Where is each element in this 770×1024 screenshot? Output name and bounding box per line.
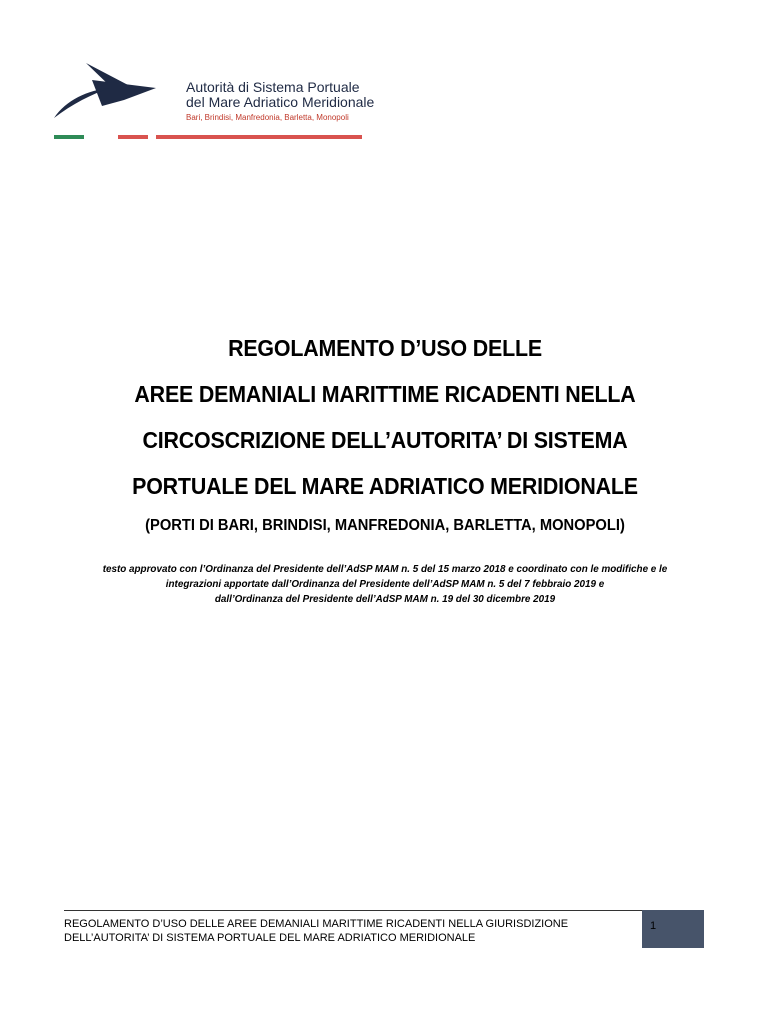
- logo-text: [186, 80, 374, 124]
- note-line1: testo approvato con l’Ordinanza del Presidente dell’AdSP MAM n. 5 del 15 marzo 2018 e coordinato con le modifiche e le: [102, 563, 668, 575]
- title-line2: AREE DEMANIALI MARITTIME RICADENTI NELLA: [134, 381, 636, 407]
- title-line1: REGOLAMENTO D’USO DELLE: [228, 335, 542, 361]
- title-line3: CIRCOSCRIZIONE DELL’AUTORITA’ DI SISTEMA: [142, 427, 628, 453]
- document-subtitle: (PORTI DI BARI, BRINDISI, MANFREDONIA, BARLETTA, MONOPOLI): [145, 517, 625, 534]
- red-underline: [156, 135, 362, 139]
- footer-rule: [64, 910, 642, 911]
- page-number: 1: [650, 920, 657, 932]
- ship-sail-logo-icon: [52, 60, 182, 130]
- logo-ports: Bari, Brindisi, Manfredonia, Barletta, Monopoli: [186, 113, 349, 122]
- title-line4: PORTUALE DEL MARE ADRIATICO MERIDIONALE: [132, 473, 638, 499]
- logo-line1: Autorità di Sistema Portuale: [186, 79, 360, 95]
- approval-note: [60, 562, 710, 607]
- tricolor-bar: [52, 135, 364, 139]
- page-footer: [64, 910, 706, 950]
- authority-logo: [52, 60, 375, 146]
- note-line2: integrazioni apportate dall’Ordinanza del Presidente dell’AdSP MAM n. 5 del 7 febbraio 2019 e: [165, 578, 605, 590]
- footer-line2: DELL’AUTORITA’ DI SISTEMA PORTUALE DEL MARE ADRIATICO MERIDIONALE: [64, 932, 476, 944]
- note-line3: dall’Ordinanza del Presidente dell’AdSP MAM n. 19 del 30 dicembre 2019: [214, 593, 556, 605]
- red-stripe: [118, 135, 148, 139]
- footer-text: [64, 917, 634, 945]
- footer-line1: REGOLAMENTO D’USO DELLE AREE DEMANIALI MARITTIME RICADENTI NELLA GIURISDIZIONE: [64, 918, 569, 930]
- white-stripe: [84, 135, 114, 139]
- page-number-box: [642, 910, 704, 948]
- document-title: [60, 325, 710, 535]
- green-stripe: [54, 135, 84, 139]
- logo-line2: del Mare Adriatico Meridionale: [186, 94, 375, 110]
